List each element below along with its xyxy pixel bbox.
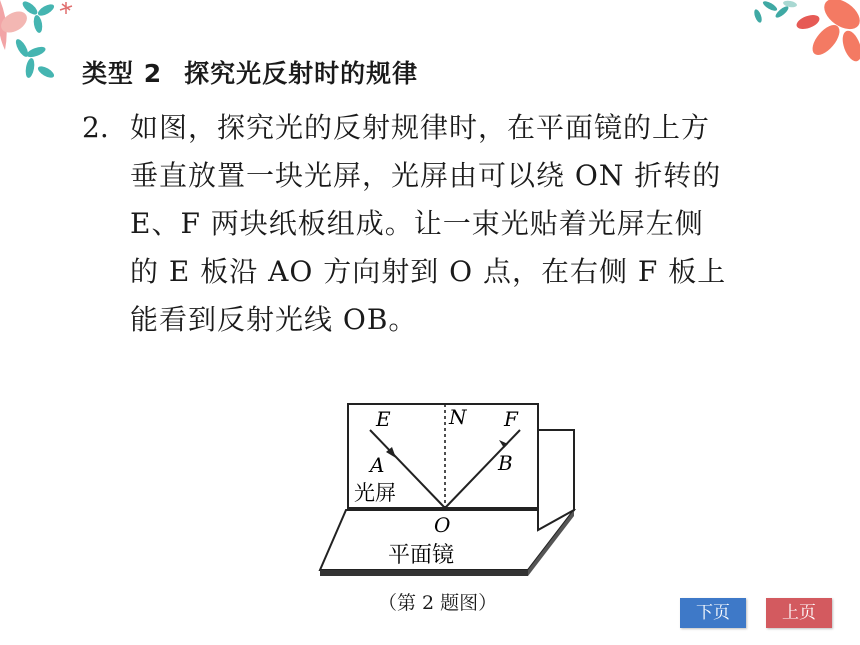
problem-line: 能看到反射光线 OB。: [130, 303, 418, 336]
leaf-decoration-top-right-icon: [730, 0, 860, 70]
problem-line: 的 E 板沿 AO 方向射到 O 点，在右侧 F 板上: [130, 255, 727, 288]
label-screen: 光屏: [354, 481, 396, 505]
label-mirror: 平面镜: [388, 543, 455, 568]
prev-page-button[interactable]: 上页: [766, 598, 832, 628]
problem-line: 如图，探究光的反射规律时，在平面镜的上方: [130, 111, 711, 144]
label-N: N: [449, 405, 467, 429]
section-type-label: 类型 2: [82, 59, 163, 88]
problem-number: 2.: [82, 111, 109, 144]
next-page-button[interactable]: 下页: [680, 598, 746, 628]
leaf-decoration-top-left-icon: [0, 0, 80, 95]
label-A: A: [370, 453, 385, 477]
mirror-edge: [320, 570, 528, 576]
problem-line: E、F 两块纸板组成。让一束光贴着光屏左侧: [130, 207, 704, 240]
label-O: O: [434, 513, 451, 537]
problem-text: [82, 104, 782, 344]
problem-line: 垂直放置一块光屏，光屏由可以绕 ON 折转的: [130, 159, 722, 192]
section-title: 探究光反射时的规律: [184, 59, 419, 88]
label-F: F: [504, 407, 518, 431]
figure-caption: （第 2 题图）: [378, 592, 498, 614]
label-E: E: [376, 407, 391, 431]
reflection-diagram: [318, 400, 580, 582]
section-heading: [82, 54, 418, 90]
label-B: B: [498, 451, 513, 475]
